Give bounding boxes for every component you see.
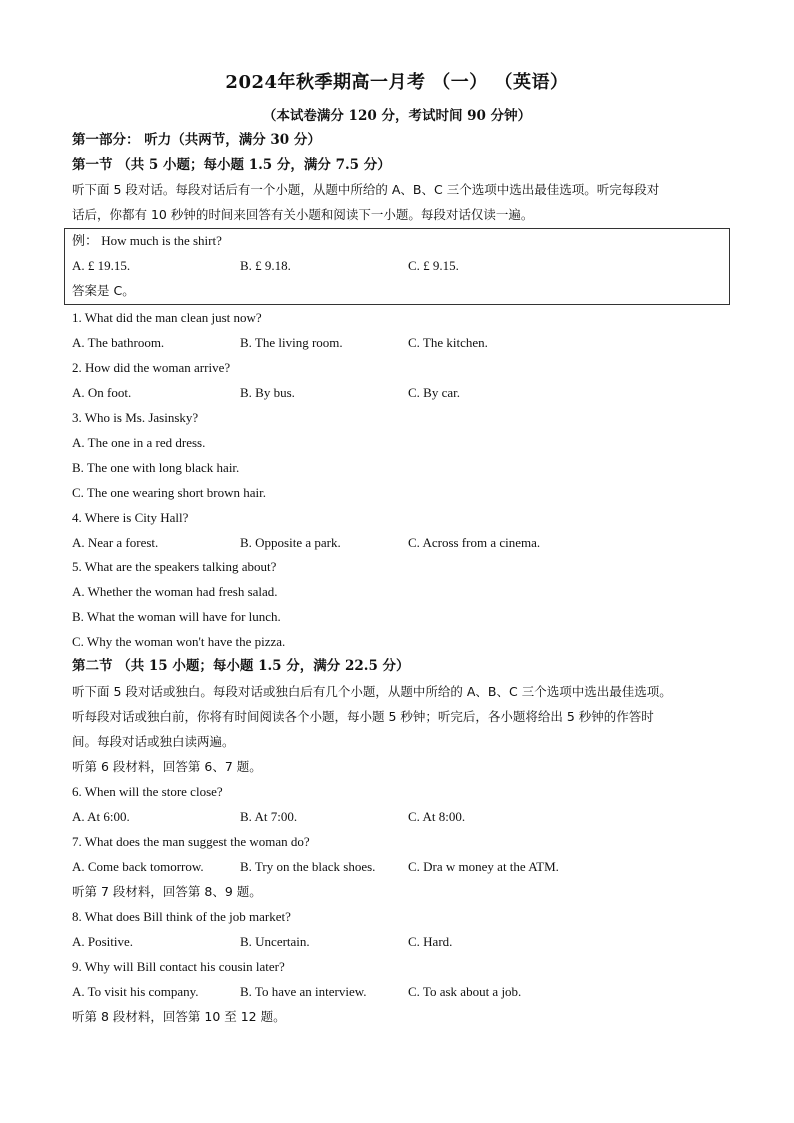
q4-option-b: B. Opposite a park. (240, 535, 341, 550)
q7-option-a: A. Come back tomorrow. (72, 859, 204, 874)
example-option-c: C. £ 9.15. (408, 258, 459, 273)
material-7-heading: 听第 7 段材料，回答第 8、9 题。 (72, 884, 262, 899)
q6-option-a: A. At 6:00. (72, 809, 130, 824)
example-question: 例： How much is the shirt? (72, 233, 222, 248)
material-8-heading: 听第 8 段材料，回答第 10 至 12 题。 (72, 1009, 286, 1024)
q2-option-b: B. By bus. (240, 385, 295, 400)
section2-heading: 第二节 （共 15 小题；每小题 1.5 分，满分 22.5 分） (72, 658, 410, 674)
q5-option-b: B. What the woman will have for lunch. (72, 609, 281, 624)
q6-option-b: B. At 7:00. (240, 809, 298, 824)
q9-option-a: A. To visit his company. (72, 984, 199, 999)
q7-option-c: C. Dra w money at the ATM. (408, 859, 559, 874)
exam-title: 2024年秋季期高一月考 （一） （英语） (225, 72, 569, 93)
section2-instructions-line3: 间。每段对话或独白读两遍。 (72, 734, 235, 749)
q7-option-b: B. Try on the black shoes. (240, 859, 376, 874)
example-answer: 答案是 C。 (72, 283, 135, 298)
section2-instructions-line1: 听下面 5 段对话或独白。每段对话或独白后有几个小题，从题中所给的 A、B、C 三个选项中选出最佳选项。 (72, 684, 672, 699)
section1-heading: 第一节 （共 5 小题；每小题 1.5 分，满分 7.5 分） (72, 157, 391, 173)
q4-option-c: C. Across from a cinema. (408, 535, 541, 550)
q2-option-c: C. By car. (408, 385, 460, 400)
q2-option-a: A. On foot. (72, 385, 132, 400)
q5-option-c: C. Why the woman won't have the pizza. (72, 634, 286, 649)
section1-instructions-line1: 听下面 5 段对话。每段对话后有一个小题，从题中所给的 A、B、C 三个选项中选出最佳选项。听完每段对 (72, 182, 660, 197)
question-5: 5. What are the speakers talking about? (72, 559, 277, 574)
q4-option-a: A. Near a forest. (72, 535, 159, 550)
q6-option-c: C. At 8:00. (408, 809, 466, 824)
q8-option-b: B. Uncertain. (240, 934, 310, 949)
section1-instructions-line2: 话后，你都有 10 秒钟的时间来回答有关小题和阅读下一小题。每段对话仅读一遍。 (72, 207, 534, 222)
q5-option-a: A. Whether the woman had fresh salad. (72, 584, 278, 599)
example-option-b: B. £ 9.18. (240, 258, 291, 273)
question-7: 7. What does the man suggest the woman do? (72, 834, 310, 849)
q9-option-c: C. To ask about a job. (408, 984, 522, 999)
question-8: 8. What does Bill think of the job market? (72, 909, 291, 924)
q1-option-b: B. The living room. (240, 335, 343, 350)
q3-option-a: A. The one in a red dress. (72, 435, 206, 450)
question-3: 3. Who is Ms. Jasinsky? (72, 410, 199, 425)
part1-heading: 第一部分： 听力（共两节，满分 30 分） (72, 132, 321, 148)
question-1: 1. What did the man clean just now? (72, 310, 262, 325)
question-2: 2. How did the woman arrive? (72, 360, 231, 375)
question-4: 4. Where is City Hall? (72, 510, 189, 525)
q3-option-c: C. The one wearing short brown hair. (72, 485, 266, 500)
q1-option-c: C. The kitchen. (408, 335, 488, 350)
question-6: 6. When will the store close? (72, 784, 223, 799)
material-6-heading: 听第 6 段材料，回答第 6、7 题。 (72, 759, 262, 774)
example-option-a: A. £ 19.15. (72, 258, 131, 273)
q9-option-b: B. To have an interview. (240, 984, 367, 999)
q1-option-a: A. The bathroom. (72, 335, 165, 350)
question-9: 9. Why will Bill contact his cousin later? (72, 959, 285, 974)
q3-option-b: B. The one with long black hair. (72, 460, 240, 475)
section2-instructions-line2: 听每段对话或独白前，你将有时间阅读各个小题，每小题 5 秒钟；听完后，各小题将给出 5 秒钟的作答时 (72, 709, 654, 724)
q8-option-a: A. Positive. (72, 934, 134, 949)
q8-option-c: C. Hard. (408, 934, 453, 949)
exam-subtitle: （本试卷满分 120 分，考试时间 90 分钟） (262, 108, 532, 124)
